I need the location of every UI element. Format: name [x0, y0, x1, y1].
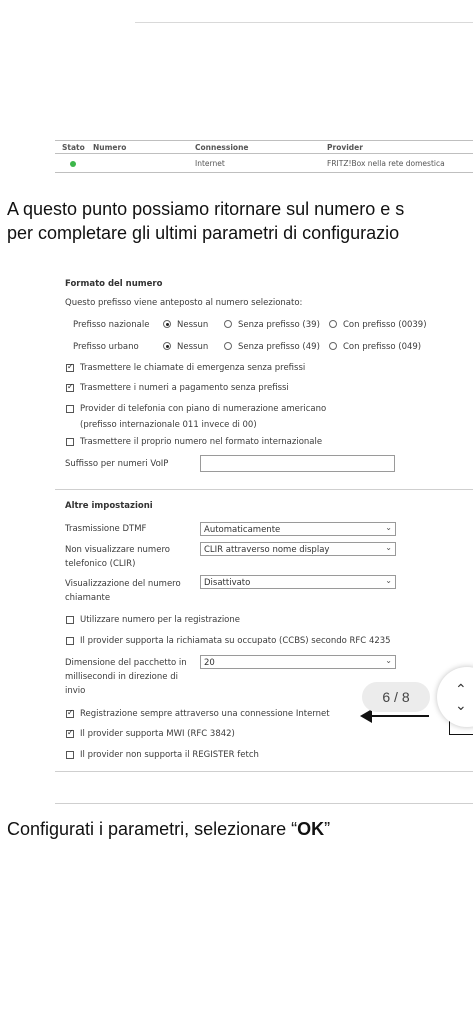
- clir-label-2: telefonico (CLIR): [65, 559, 136, 569]
- checkbox-label: Utilizzare numero per la registrazione: [80, 615, 240, 625]
- checkbox-label: Il provider supporta MWI (RFC 3842): [80, 729, 235, 739]
- settings-form: [55, 268, 473, 808]
- checkbox-mwi[interactable]: [66, 730, 74, 738]
- formato-title: Formato del numero: [65, 279, 163, 289]
- table-row[interactable]: [55, 155, 473, 173]
- chevron-down-icon: ⌄: [385, 656, 392, 665]
- checkbox-pagamento[interactable]: [66, 384, 74, 392]
- radio-nazionale-senza[interactable]: [224, 320, 232, 328]
- intro-line-1: A questo punto possiamo ritornare sul numero e s: [7, 199, 405, 219]
- chevron-down-icon: ⌄: [385, 523, 392, 532]
- suffix-label: Suffisso per numeri VoIP: [65, 459, 169, 469]
- radio-label: Con prefisso (0039): [343, 320, 427, 330]
- altre-title: Altre impostazioni: [65, 501, 153, 511]
- radio-urbano-con[interactable]: [329, 342, 337, 350]
- packet-value: 20: [204, 658, 215, 668]
- section-divider: [55, 771, 473, 772]
- vis-label-2: chiamante: [65, 593, 111, 603]
- checkbox-label: Il provider supporta la richiamata su occupato (CCBS) secondo RFC 4235: [80, 636, 391, 646]
- vis-label: Visualizzazione del numero: [65, 579, 181, 589]
- status-ok-icon: [70, 161, 76, 167]
- radio-label: Con prefisso (049): [343, 342, 422, 352]
- checkbox-americano[interactable]: [66, 405, 74, 413]
- formato-desc: Questo prefisso viene anteposto al numero selezionato:: [65, 298, 303, 308]
- radio-label: Senza prefisso (49): [238, 342, 320, 352]
- chevron-down-icon[interactable]: ⌄: [455, 697, 467, 713]
- col-stato: Stato: [62, 143, 85, 152]
- final-text-after: ”: [324, 819, 331, 839]
- bottom-divider: [55, 803, 473, 804]
- chevron-up-icon[interactable]: ⌃: [455, 681, 467, 697]
- clir-label: Non visualizzare numero: [65, 545, 170, 555]
- checkbox-label: Trasmettere le chiamate di emergenza senza prefissi: [80, 363, 306, 373]
- prefisso-urbano-label: Prefisso urbano: [73, 342, 139, 352]
- clir-value: CLIR attraverso nome display: [204, 545, 330, 555]
- checkbox-sempre-internet[interactable]: [66, 710, 74, 718]
- packet-label: Dimensione del pacchetto in: [65, 658, 187, 668]
- checkbox-label: Provider di telefonia con piano di numerazione americano: [80, 404, 327, 414]
- col-connessione: Connessione: [195, 143, 249, 152]
- radio-label: Senza prefisso (39): [238, 320, 320, 330]
- checkbox-label: Trasmettere i numeri a pagamento senza prefissi: [80, 383, 289, 393]
- dtmf-value: Automaticamente: [204, 525, 281, 535]
- packet-label-3: invio: [65, 686, 86, 696]
- radio-urbano-nessun[interactable]: [163, 342, 171, 350]
- dtmf-label: Trasmissione DTMF: [65, 524, 147, 534]
- col-numero: Numero: [93, 143, 127, 152]
- suffix-input[interactable]: [200, 455, 395, 472]
- final-text-ok: OK: [297, 819, 325, 839]
- clir-select[interactable]: [200, 542, 396, 556]
- vis-value: Disattivato: [204, 578, 251, 588]
- radio-urbano-senza[interactable]: [224, 342, 232, 350]
- packet-select[interactable]: [200, 655, 396, 669]
- annotation-arrow-icon: [365, 715, 429, 717]
- checkbox-label: Trasmettere il proprio numero nel formato internazionale: [80, 437, 323, 447]
- section-divider: [55, 489, 473, 490]
- checkbox-register-fetch[interactable]: [66, 751, 74, 759]
- prefisso-nazionale-label: Prefisso nazionale: [73, 320, 150, 330]
- checkbox-label: Registrazione sempre attraverso una connessione Internet: [80, 709, 330, 719]
- checkbox-note: (prefisso internazionale 011 invece di 00): [80, 420, 257, 430]
- radio-label: Nessun: [177, 320, 209, 330]
- final-text-before: Configurati i parametri, selezionare “: [7, 819, 298, 839]
- top-divider: [135, 22, 473, 23]
- radio-nazionale-nessun[interactable]: [163, 320, 171, 328]
- cell-connessione: Internet: [195, 159, 225, 168]
- checkbox-registrazione[interactable]: [66, 616, 74, 624]
- intro-line-2: per completare gli ultimi parametri di configurazio: [7, 223, 400, 243]
- provider-table: [55, 140, 473, 176]
- page-indicator: 6 / 8: [362, 682, 430, 712]
- vis-select[interactable]: [200, 575, 396, 589]
- cell-provider: FRITZ!Box nella rete domestica: [327, 159, 445, 168]
- chevron-down-icon: ⌄: [385, 543, 392, 552]
- checkbox-internazionale[interactable]: [66, 438, 74, 446]
- radio-label: Nessun: [177, 342, 209, 352]
- checkbox-ccbs[interactable]: [66, 637, 74, 645]
- col-provider: Provider: [327, 143, 363, 152]
- radio-nazionale-con[interactable]: [329, 320, 337, 328]
- chevron-down-icon: ⌄: [385, 576, 392, 585]
- packet-label-2: millisecondi in direzione di: [65, 672, 178, 682]
- checkbox-emergenza[interactable]: [66, 364, 74, 372]
- dtmf-select[interactable]: [200, 522, 396, 536]
- checkbox-label: Il provider non supporta il REGISTER fetch: [80, 750, 259, 760]
- final-instruction: [7, 817, 330, 841]
- table-header: [55, 140, 473, 154]
